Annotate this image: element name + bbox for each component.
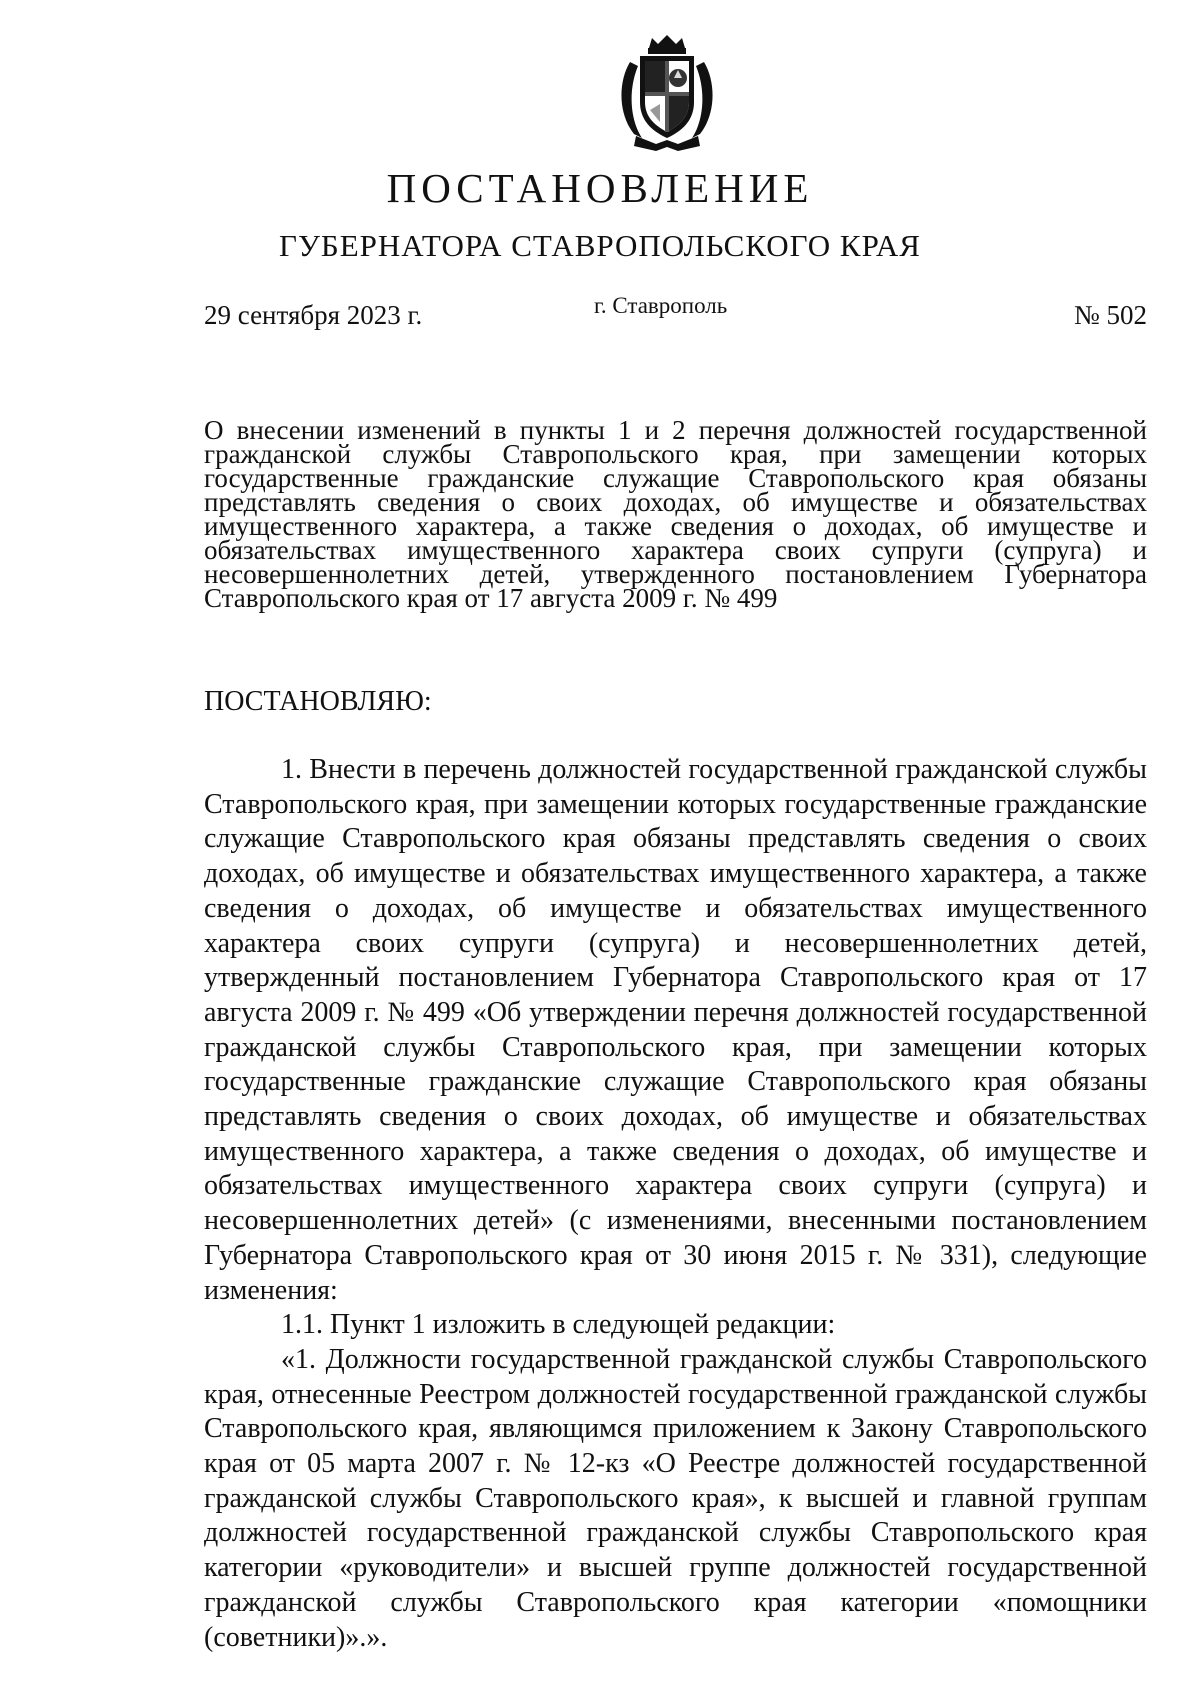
document-date: 29 сентября 2023 г. <box>204 300 423 330</box>
document-city: г. Ставрополь <box>594 293 728 318</box>
coat-of-arms-icon <box>616 34 718 152</box>
document-body <box>204 753 1147 1655</box>
document-subject: О внесении изменений в пункты 1 и 2 перечня должностей государственной гражданской службы Ставропольского края, при замещении которых государственные гражданские служащие Ставропольского края обязаны представлять сведения о своих доходах, об имуществе и обязательствах имущественного характера, а также сведения о доходах, об имуществе и обязательствах имущественного характера своих супруги (супруга) и несовершеннолетних детей, утвержденного постановлением Губернатора Ставропольского края от 17 августа 2009 г. № 499 <box>204 415 1147 613</box>
document-number: № 502 <box>1073 300 1147 330</box>
paragraph-1-1-text: «1. Должности государственной гражданской службы Ставропольского края, отнесенные Реестром должностей государственной гражданской службы Ставропольского края, являющимся приложением к Закону Ставропольского края от 05 марта 2007 г. № 12-кз «О Реестре должностей государственной гражданской службы Ставропольского края», к высшей и главной группам должностей государственной гражданской службы Ставропольского края категории «руководители» и высшей группе должностей государственной гражданской службы Ставропольского края категории «помощники (советники)».». <box>204 1343 1147 1653</box>
paragraph-1-1: 1.1. Пункт 1 изложить в следующей редакции: <box>281 1309 836 1341</box>
decree-heading: ПОСТАНОВЛЯЮ: <box>204 686 432 717</box>
document-title: ПОСТАНОВЛЕНИЕ <box>386 165 814 211</box>
document-subtitle: ГУБЕРНАТОРА СТАВРОПОЛЬСКОГО КРАЯ <box>279 228 921 263</box>
paragraph-1: 1. Внести в перечень должностей государственной гражданской службы Ставропольского края, при замещении которых государственные гражданские служащие Ставропольского края обязаны представлять сведения о своих доходах, об имуществе и обязательствах имущественного характера, а также сведения о доходах, об имуществе и обязательствах имущественного характера своих супруги (супруга) и несовершеннолетних детей, утвержденный постановлением Губернатора Ставропольского края от 17 августа 2009 г. № 499 «Об утверждении перечня должностей государственной гражданской службы Ставропольского края, при замещении которых государственные гражданские служащие Ставропольского края обязаны представлять сведения о своих доходах, об имуществе и обязательствах имущественного характера, а также сведения о доходах, об имуществе и обязательствах имущественного характера своих супруги (супруга) и несовершеннолетних детей» (с изменениями, внесенными постановлением Губернатора Ставропольского края от 30 июня 2015 г. № 331), следующие изменения: <box>204 754 1147 1306</box>
